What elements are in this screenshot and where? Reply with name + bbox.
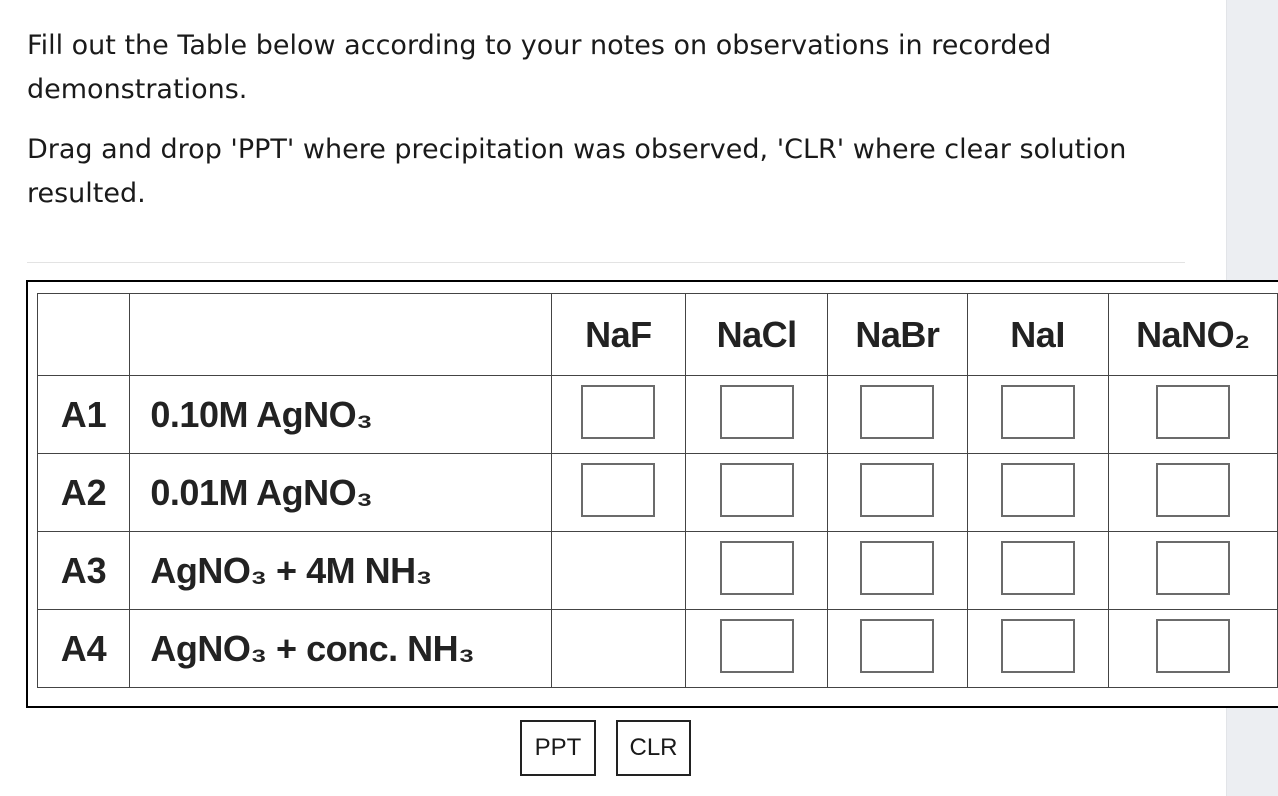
cell-a3-naf-empty xyxy=(551,532,685,610)
drop-target-a2-nai[interactable] xyxy=(1001,463,1075,517)
drop-target-a4-nabr[interactable] xyxy=(860,619,934,673)
cell-a4-nai xyxy=(967,610,1108,688)
column-header-nai: NaI xyxy=(967,294,1108,376)
table-row xyxy=(38,532,1278,610)
drop-target-a2-nacl[interactable] xyxy=(720,463,794,517)
drop-target-a1-naf[interactable] xyxy=(581,385,655,439)
drop-target-a4-nano2[interactable] xyxy=(1156,619,1230,673)
table-row xyxy=(38,610,1278,688)
drop-target-a4-nai[interactable] xyxy=(1001,619,1075,673)
instruction-text-1: Fill out the Table below according to your notes on observations in recorded demonstrations. xyxy=(27,30,1052,105)
drop-target-a3-nacl[interactable] xyxy=(720,541,794,595)
cell-a4-nacl xyxy=(686,610,828,688)
row-solution: 0.01M AgNO₃ xyxy=(130,454,551,532)
column-header-naf: NaF xyxy=(551,294,685,376)
cell-a2-nacl xyxy=(686,454,828,532)
cell-a1-nai xyxy=(967,376,1108,454)
cell-a4-naf-empty xyxy=(551,610,685,688)
row-id: A4 xyxy=(38,610,130,688)
row-id: A3 xyxy=(38,532,130,610)
question-instructions xyxy=(27,24,1197,216)
column-header-nabr: NaBr xyxy=(828,294,967,376)
cell-a2-nai xyxy=(967,454,1108,532)
table-row xyxy=(38,376,1278,454)
header-empty-id xyxy=(38,294,130,376)
drop-target-a2-naf[interactable] xyxy=(581,463,655,517)
column-header-nano2: NaNO₂ xyxy=(1108,294,1277,376)
drop-target-a4-nacl[interactable] xyxy=(720,619,794,673)
row-solution: AgNO₃ + 4M NH₃ xyxy=(130,532,551,610)
instruction-text-2: Drag and drop 'PPT' where precipitation was observed, 'CLR' where clear solution resulted. xyxy=(27,134,1127,209)
observation-table xyxy=(37,293,1278,688)
cell-a4-nabr xyxy=(828,610,967,688)
cell-a3-nano2 xyxy=(1108,532,1277,610)
drop-target-a3-nai[interactable] xyxy=(1001,541,1075,595)
table-header-row xyxy=(38,294,1278,376)
ppt-drag-chip[interactable]: PPT xyxy=(520,720,596,776)
cell-a4-nano2 xyxy=(1108,610,1277,688)
cell-a1-nano2 xyxy=(1108,376,1277,454)
cell-a2-nano2 xyxy=(1108,454,1277,532)
clr-drag-chip[interactable]: CLR xyxy=(616,720,691,776)
drop-target-a3-nano2[interactable] xyxy=(1156,541,1230,595)
row-id: A1 xyxy=(38,376,130,454)
cell-a2-nabr xyxy=(828,454,967,532)
drop-target-a1-nano2[interactable] xyxy=(1156,385,1230,439)
cell-a1-naf xyxy=(551,376,685,454)
drop-target-a2-nabr[interactable] xyxy=(860,463,934,517)
header-empty-solution xyxy=(130,294,551,376)
drop-target-a1-nai[interactable] xyxy=(1001,385,1075,439)
row-id: A2 xyxy=(38,454,130,532)
row-solution: 0.10M AgNO₃ xyxy=(130,376,551,454)
row-solution: AgNO₃ + conc. NH₃ xyxy=(130,610,551,688)
drop-target-a1-nacl[interactable] xyxy=(720,385,794,439)
cell-a1-nabr xyxy=(828,376,967,454)
drop-target-a2-nano2[interactable] xyxy=(1156,463,1230,517)
drop-target-a3-nabr[interactable] xyxy=(860,541,934,595)
cell-a3-nai xyxy=(967,532,1108,610)
cell-a3-nacl xyxy=(686,532,828,610)
cell-a2-naf xyxy=(551,454,685,532)
drop-target-a1-nabr[interactable] xyxy=(860,385,934,439)
cell-a1-nacl xyxy=(686,376,828,454)
table-row xyxy=(38,454,1278,532)
column-header-nacl: NaCl xyxy=(686,294,828,376)
divider xyxy=(27,262,1185,263)
cell-a3-nabr xyxy=(828,532,967,610)
